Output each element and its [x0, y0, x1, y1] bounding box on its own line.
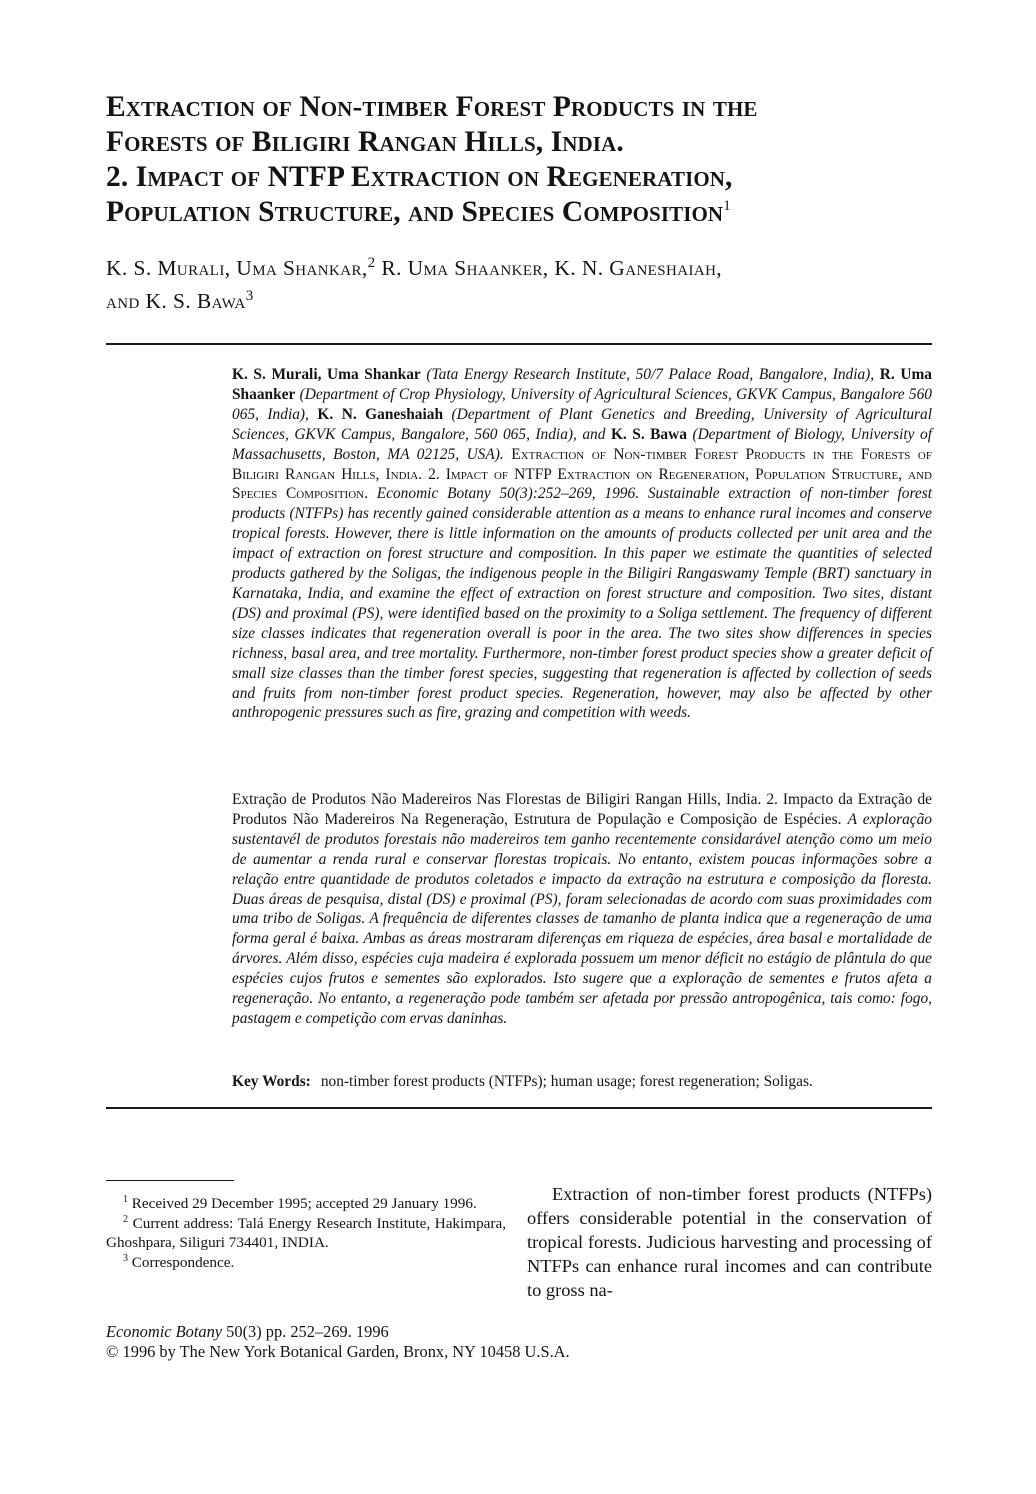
- abstract-pt-text: A exploração sustentavél de produtos forestais não madereiros tem ganho recentemente considarável atenção como um meio de aumentar a renda rural e conservar florestas tropicais. No entanto, existem poucas informações sobre a relação entre quantidade de produtos coletados e impacto da extração na estrutura e composição da floresta. Duas áreas de pesquisa, distal (DS) e proximal (PS), foram selecionadas de acordo com suas proximidades com uma tribo de Soligas. A frequência de diferentes classes de tamanho de planta indica que a regeneração de uma forma geral é baixa. Ambas as áreas mostraram diferenças em riqueza de espécies, área basal e mortalidade de árvores. Além disso, espécies cuja madeira é explorada possuem um menor déficit no estágio de plântula do que espécies cujos frutos e sementes são explorados. Isto sugere que a exploração de sementes e frutos afeta a regeneração. No entanto, a regeneração pode também ser afetada por pressão antropogênica, tais como: fogo, pastagem e competição com ervas daninhas.: [232, 810, 932, 1027]
- author-group-1: K. S. Murali, Uma Shankar,: [106, 256, 368, 280]
- abstract-title: Extraction of Non-timber Forest Products in the Forests of Biligiri Rangan Hills, India. 2. Impact of NTFP Extraction on Regeneration, Population Structure, and Species Composition.: [232, 445, 932, 503]
- author-footnote-mark-2: 2: [367, 254, 376, 271]
- journal-info: [106, 1322, 706, 1362]
- footnote-3-mark: 3: [123, 1252, 128, 1264]
- keywords-label: Key Words:: [232, 1073, 311, 1090]
- author-footnote-mark-3: 3: [245, 287, 254, 304]
- author-name-2: R. Uma Shaanker: [232, 366, 932, 403]
- journal-citation: [106, 1322, 706, 1342]
- footnote-2: [106, 1214, 506, 1253]
- abstract-english: [232, 365, 932, 723]
- footnote-3-text: Correspondence.: [131, 1253, 235, 1271]
- top-rule: [106, 343, 932, 345]
- journal-issue: 50(3) pp. 252–269. 1996: [222, 1322, 389, 1341]
- footnote-1-mark: 1: [123, 1193, 128, 1205]
- title-line-1: Extraction of Non-timber Forest Products in the: [106, 91, 758, 123]
- footnote-1-text: Received 29 December 1995; accepted 29 January 1996.: [131, 1195, 477, 1212]
- author-affiliation-1: (Tata Energy Research Institute, 50/7 Palace Road, Bangalore, India),: [426, 366, 875, 383]
- author-name-3: K. N. Ganeshaiah: [317, 405, 444, 423]
- author-affiliation-3: (Department of Plant Genetics and Breeding, University of Agricultural Sciences, GKVK Campus, Bangalore, 560 065, India), and: [232, 405, 932, 443]
- author-name-1: K. S. Murali, Uma Shankar: [232, 366, 421, 383]
- title-footnote-mark: 1: [723, 198, 731, 215]
- article-title: [106, 90, 936, 230]
- abstract-pt-title: Extração de Produtos Não Madereiros Nas Florestas de Biligiri Rangan Hills, India. 2. Impacto da Extração de Produtos Não Madereiros Na Regeneração, Estrutura de População e Composição de Espécies.: [232, 791, 932, 828]
- title-line-3: 2. Impact of NTFP Extraction on Regeneration,: [106, 161, 733, 193]
- keywords: [232, 1072, 952, 1092]
- footnote-3: [106, 1253, 506, 1273]
- author-list: [106, 252, 936, 318]
- author-group-2: R. Uma Shaanker, K. N. Ganeshaiah,: [375, 256, 723, 280]
- title-line-4: Population Structure, and Species Composition: [106, 196, 724, 228]
- bottom-rule: [106, 1107, 932, 1109]
- author-affiliation-2: (Department of Crop Physiology, University of Agricultural Sciences, GKVK Campus, Bangalore 560 065, India),: [232, 385, 932, 423]
- journal-copyright: © 1996 by The New York Botanical Garden, Bronx, NY 10458 U.S.A.: [106, 1342, 570, 1361]
- abstract-citation: Economic Botany 50(3):252–269, 1996.: [376, 485, 640, 503]
- author-name-4: K. S. Bawa: [610, 425, 687, 443]
- abstract-portuguese: [232, 790, 932, 1029]
- author-affiliation-4: (Department of Biology, University of Massachusetts, Boston, MA 02125, USA).: [232, 425, 932, 463]
- footnote-rule: [106, 1180, 234, 1181]
- abstract-text: Sustainable extraction of non-timber forest products (NTFPs) has recently gained considerable attention as a means to enhance rural incomes and conserve tropical forests. However, there is little information on the amounts of products collected per unit area and the impact of extraction on forest structure and composition. In this paper we estimate the quantities of selected products gathered by the Soligas, the indigenous people in the Biligiri Rangaswamy Temple (BRT) sanctuary in Karnataka, India, and examine the effect of extraction on forest structure and composition. Two sites, distant (DS) and proximal (PS), were identified based on the proximity to a Soliga settlement. The frequency of different size classes indicates that regeneration overall is poor in the area. The two sites show differences in species richness, basal area, and tree mortality. Furthermore, non-timber forest product species show a greater deficit of small size classes than the timber forest species, suggesting that regeneration is affected by collection of seeds and fruits from non-timber forest product species. Regeneration, however, may also be affected by other anthropogenic pressures such as fire, grazing and competition with weeds.: [232, 485, 932, 722]
- title-line-2: Forests of Biligiri Rangan Hills, India.: [106, 126, 624, 158]
- footnotes: [106, 1194, 506, 1272]
- footnote-2-text: Current address: Talá Energy Research Institute, Hakimpara, Ghoshpara, Siliguri 734401, INDIA.: [106, 1214, 506, 1251]
- author-group-3: and K. S. Bawa: [106, 289, 246, 313]
- body-intro-paragraph: Extraction of non-timber forest products (NTFPs) offers considerable potential in the conservation of tropical forests. Judicious harvesting and processing of NTFPs can enhance rural incomes and can contribute to gross na-: [527, 1184, 932, 1300]
- journal-name: Economic Botany: [106, 1322, 223, 1341]
- footnote-1: [106, 1194, 506, 1214]
- keywords-text: non-timber forest products (NTFPs); human usage; forest regeneration; Soligas.: [320, 1073, 813, 1090]
- footnote-2-mark: 2: [123, 1213, 128, 1225]
